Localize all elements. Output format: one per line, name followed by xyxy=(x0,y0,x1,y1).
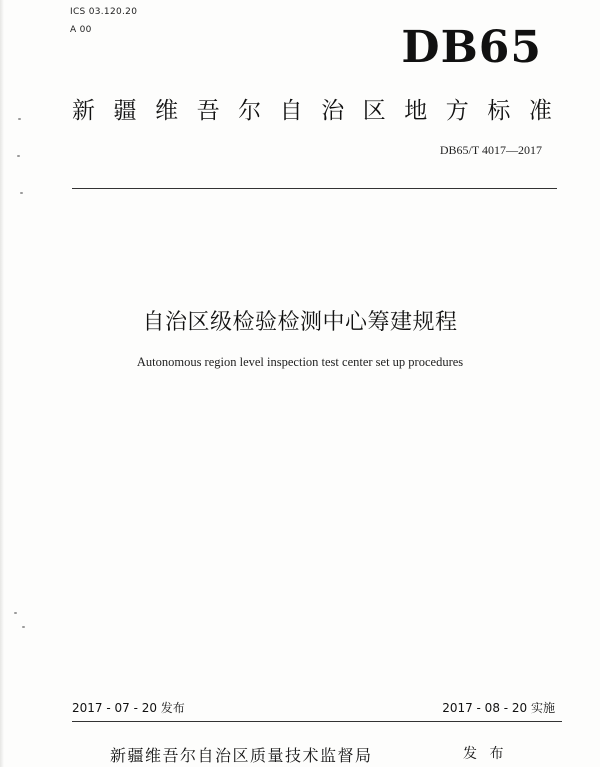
standard-type-char: 方 xyxy=(445,98,469,124)
standard-type-char: 疆 xyxy=(113,98,137,124)
standard-type-char: 新 xyxy=(72,98,95,124)
title-chinese: 自治区级检验检测中心筹建规程 xyxy=(142,310,458,335)
scan-speck xyxy=(22,626,25,628)
scan-speck xyxy=(14,612,17,614)
standard-type-char: 地 xyxy=(404,98,428,124)
ics-code: ICS 03.120.20 xyxy=(70,7,138,17)
scan-speck xyxy=(18,118,21,120)
standard-type-heading xyxy=(72,92,552,125)
standard-type-char: 治 xyxy=(321,98,345,124)
implementation-date: 2017 - 08 - 20 实施 xyxy=(442,701,555,715)
standard-type-char: 准 xyxy=(528,98,552,124)
scan-speck xyxy=(17,155,20,157)
scan-edge-shadow xyxy=(0,0,4,767)
issue-date: 2017 - 07 - 20 发布 xyxy=(72,701,185,715)
standard-logo: DB65 xyxy=(401,22,542,73)
scan-speck xyxy=(20,192,23,194)
header-divider xyxy=(72,188,557,189)
ccs-code: A 00 xyxy=(70,25,92,35)
standard-type-char: 吾 xyxy=(196,98,220,124)
publish-label: 发 布 xyxy=(463,746,508,762)
standard-type-char: 维 xyxy=(155,98,179,124)
standard-type-char: 区 xyxy=(362,98,386,124)
standard-type-char: 标 xyxy=(487,98,511,124)
issuing-authority: 新疆维吾尔自治区质量技术监督局 xyxy=(110,746,373,765)
standard-number: DB65/T 4017—2017 xyxy=(439,143,542,157)
title-english: Autonomous region level inspection test center set up procedures xyxy=(136,355,464,369)
footer-divider xyxy=(72,721,562,722)
standard-type-char: 自 xyxy=(279,98,303,124)
standard-type-char: 尔 xyxy=(238,98,262,124)
